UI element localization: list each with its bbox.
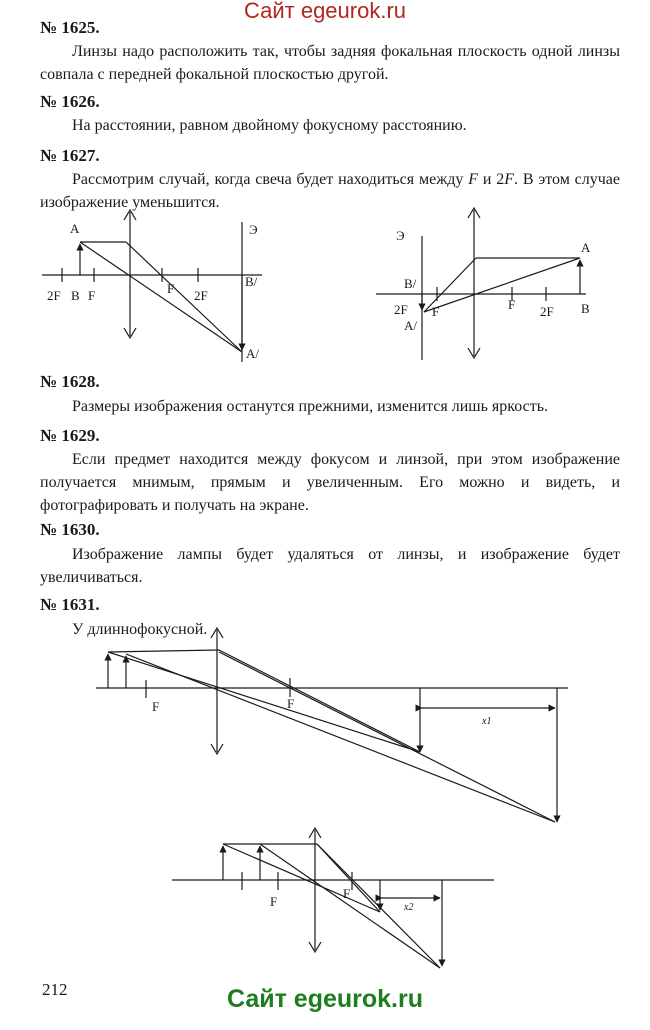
problem-1625-text: Линзы надо расположить так, чтобы задняя фокальная плоскость одной линзы совпала с передней фокальной плоскостью другой. — [40, 43, 620, 83]
diagram-1627-right-labels — [394, 228, 591, 333]
label-x2: x2 — [404, 902, 414, 913]
problem-1625-number: № 1625. — [40, 18, 100, 37]
ray-central — [424, 258, 580, 312]
problem-1629-number: № 1629. — [40, 426, 100, 445]
label-f-right: F — [287, 696, 295, 711]
label-x1: x1 — [482, 716, 492, 727]
site-watermark-bottom: Сайт egeurok.ru — [226, 985, 424, 1013]
label-f-left: F — [270, 894, 278, 909]
problem-1626-text: На расстоянии, равном двойному фокусному расстоянию. — [72, 117, 467, 134]
problem-1630-text: Изображение лампы будет удаляться от линзы, и изображение будет увеличиваться. — [40, 546, 620, 586]
label-b-prime: B/ — [404, 276, 417, 291]
problem-1626-number: № 1626. — [40, 92, 100, 111]
label-2f-left: 2F — [394, 302, 408, 317]
page-number: 212 — [42, 980, 68, 999]
label-2f-right: 2F — [540, 304, 554, 319]
label-b: B — [71, 288, 80, 303]
label-b-prime: B/ — [245, 274, 258, 289]
label-f-right: F — [167, 281, 175, 296]
ray-refracted-2 — [317, 844, 440, 968]
ray-central — [80, 242, 242, 352]
label-a-prime: A/ — [246, 346, 259, 361]
problem-1630-number: № 1630. — [40, 520, 100, 539]
site-watermark-top: Сайт egeurok.ru — [243, 0, 407, 23]
label-f-right: F — [508, 297, 516, 312]
label-a: A — [70, 221, 80, 236]
label-2f-left: 2F — [47, 288, 61, 303]
ray-through-focus — [126, 242, 242, 352]
ray-parallel-1 — [108, 650, 219, 652]
ray-refracted-2 — [219, 652, 555, 822]
diagram-1631-top-labels — [152, 696, 491, 727]
diagram-1631-top — [96, 628, 568, 822]
problem-1627-text: Рассмотрим случай, когда свеча будет находиться между F и 2F. В этом случае изображение уменьшится. — [40, 171, 621, 211]
label-screen: Э — [249, 222, 258, 237]
label-f-left: F — [88, 288, 96, 303]
ray-refracted-1 — [219, 650, 420, 752]
label-screen: Э — [396, 228, 405, 243]
problem-1629-text: Если предмет находится между фокусом и линзой, при этом изображение получается мнимым, прямым и увеличенным. Его можно и видеть, и фотографировать и получать на экране. — [40, 451, 620, 514]
label-2f-right: 2F — [194, 288, 208, 303]
label-f-left: F — [152, 699, 160, 714]
ray-central-2 — [126, 654, 555, 822]
problem-1628-number: № 1628. — [40, 372, 100, 391]
problem-1631-number: № 1631. — [40, 595, 100, 614]
label-a: A — [581, 240, 591, 255]
problem-1627-number: № 1627. — [40, 146, 100, 165]
problem-1631-text: У длиннофокусной. — [72, 621, 208, 638]
label-f-left: F — [432, 304, 440, 319]
label-b: B — [581, 301, 590, 316]
ray-central-1 — [223, 844, 380, 912]
problem-1628-text: Размеры изображения останутся прежними, изменится лишь яркость. — [72, 398, 548, 415]
diagram-1631-bottom-labels — [270, 886, 413, 913]
label-a-prime: A/ — [404, 318, 417, 333]
label-f-right: F — [343, 886, 351, 901]
diagram-1631-bottom — [172, 828, 494, 968]
